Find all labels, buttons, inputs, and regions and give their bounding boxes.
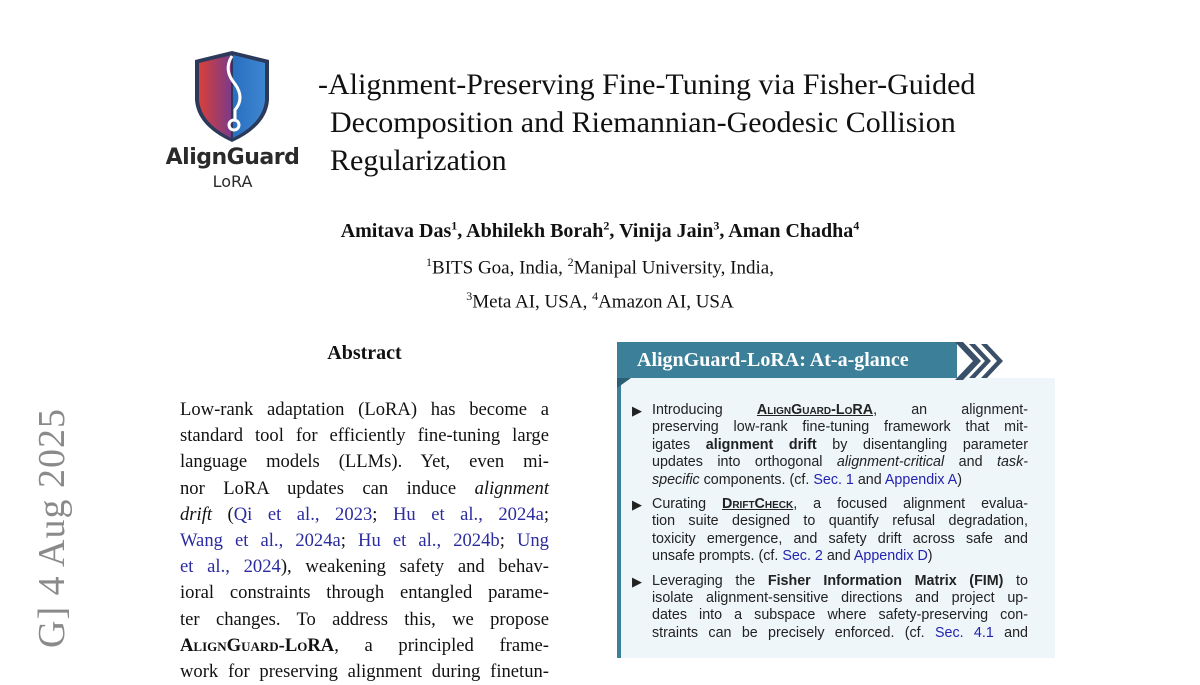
author-affil-mark: 1 [451, 218, 458, 232]
ribbon-fold [617, 378, 631, 388]
item-line [652, 472, 1028, 489]
bullet-triangle-icon: ▶ [632, 496, 642, 512]
item-line [652, 513, 1028, 530]
abstract-line [180, 528, 549, 554]
text-segment: and [822, 548, 854, 565]
text-segment: , a focused alignment evalua- [793, 495, 1028, 512]
item-line [652, 607, 1028, 624]
text-segment: , an alignment- [873, 402, 1028, 418]
affiliation: Amazon AI, USA [598, 291, 734, 313]
text-segment: ter changes. To address this, we propose [180, 608, 549, 630]
text-segment: standard tool for efficiently fine-tuning large [180, 425, 549, 447]
text-segment: nor LoRA updates can induce [180, 477, 475, 499]
abstract-line [180, 449, 549, 475]
text-segment: Fisher Information Matrix (FIM) [767, 572, 1004, 589]
abstract-line [180, 659, 549, 685]
chevrons-icon [955, 340, 1007, 382]
citation-link[interactable]: Appendix A [884, 471, 958, 488]
abstract-heading: Abstract [327, 342, 402, 364]
text-segment: ) [957, 471, 962, 488]
text-segment: to [1003, 572, 1028, 589]
citation-link[interactable]: Sec. 2 [782, 548, 823, 565]
text-segment: AlignGuard-LoRA [756, 402, 874, 418]
abstract-line [180, 633, 549, 659]
text-segment: Curating [652, 495, 723, 512]
text-segment: ), weakening safety and behav- [280, 556, 549, 578]
affil-mark: 3 [466, 289, 473, 304]
glance-item [632, 496, 1028, 566]
text-segment: and [853, 471, 885, 488]
glance-items [632, 402, 1028, 649]
author-list: Amitava Das$^1$, Abhilekh Borah$^2$, Vinija Jain$^3$, Aman Chadha$^4$ [340, 218, 860, 242]
author-name: Amitava Das [340, 219, 452, 242]
text-segment: dates into a subspace where safety-preserving con- [652, 607, 1028, 624]
author-name: Abhilekh Borah [466, 219, 604, 242]
affil-mark: 1 [426, 255, 433, 269]
abstract-line [180, 502, 549, 528]
abstract-body [180, 397, 549, 685]
abstract-line [180, 607, 549, 633]
alignguard-logo [165, 48, 300, 198]
glance-item [632, 402, 1028, 489]
item-line [652, 454, 1028, 471]
affiliation: BITS Goa, India, [432, 257, 568, 279]
author [341, 220, 458, 242]
affiliation: Manipal University, India, [573, 257, 774, 279]
author-affil-mark: 3 [713, 218, 720, 232]
text-segment: specific [652, 471, 700, 488]
paper-title [318, 66, 975, 180]
text-segment: language models (LLMs). Yet, even mi- [180, 451, 549, 473]
abstract-line [180, 580, 549, 606]
item-line [652, 573, 1028, 590]
citation-link[interactable]: Ung [516, 529, 549, 551]
author-name: Vinija Jain [619, 219, 714, 242]
author-affil-mark: 2 [603, 218, 610, 232]
text-segment: igates [652, 436, 706, 453]
author [466, 220, 609, 242]
text-segment: and [993, 624, 1028, 641]
text-segment: alignment drift [705, 436, 817, 453]
text-segment: tion suite designed to quantify refusal degradation, [652, 513, 1028, 530]
citation-link[interactable]: Hu et al., 2024a [392, 503, 544, 525]
text-segment: components. (cf. [699, 471, 814, 488]
item-line [652, 402, 1028, 419]
abstract-line [180, 397, 549, 423]
item-line [652, 437, 1028, 454]
text-segment: AlignGuard-LoRA [180, 634, 335, 656]
item-line [652, 625, 1028, 642]
text-segment: ioral constraints through entangled parame- [180, 582, 549, 604]
item-line [652, 548, 1028, 565]
text-segment: by disentangling parameter [816, 436, 1029, 453]
abstract-line [180, 423, 549, 449]
affil-mark: 2 [567, 255, 574, 269]
text-segment: Low-rank adaptation (LoRA) has become a [180, 399, 549, 420]
author [619, 220, 719, 242]
citation-link[interactable]: Appendix D [853, 548, 928, 565]
title-line: Decomposition and Riemannian-Geodesic Collision [330, 106, 956, 139]
text-segment: ( [212, 503, 234, 525]
citation-link[interactable]: Hu et al., 2024b [358, 529, 500, 551]
text-segment: and [944, 454, 997, 471]
text-segment: preserving low-rank fine-tuning framework that mit- [652, 419, 1028, 436]
affil-mark: 4 [592, 289, 599, 304]
logo-sub-text: LoRA [212, 172, 253, 191]
text-segment: task- [997, 454, 1028, 471]
text-segment: DriftCheck [722, 495, 794, 512]
text-segment: ; [499, 529, 517, 551]
affiliations [0, 248, 1200, 317]
text-segment: straints can be precisely enforced. (cf. [652, 624, 935, 641]
author-name: Aman Chadha [728, 219, 854, 242]
text-segment: unsafe prompts. (cf. [652, 548, 783, 565]
text-segment: ; [340, 529, 359, 551]
abstract-line [180, 476, 549, 502]
shield-icon [165, 48, 300, 146]
text-segment: isolate alignment-sensitive directions and project up- [652, 589, 1028, 606]
text-segment: ; [372, 503, 393, 525]
text-segment: Leveraging the [652, 572, 768, 589]
affiliation: Meta AI, USA, [472, 291, 593, 313]
text-segment: ; [543, 503, 549, 525]
text-segment: alignment-critical [836, 454, 945, 471]
author [728, 220, 859, 242]
citation-link[interactable]: Sec. 1 [813, 471, 854, 488]
text-segment: ) [927, 548, 933, 565]
glance-item [632, 573, 1028, 643]
citation-link[interactable]: Qi et al., 2023 [233, 503, 373, 525]
citation-link[interactable]: Sec. 4.1 [934, 624, 994, 641]
citation-link[interactable]: Wang et al., 2024a [180, 529, 341, 551]
item-line [652, 590, 1028, 607]
bullet-triangle-icon: ▶ [632, 403, 642, 418]
title-line: Regularization [330, 144, 507, 177]
at-a-glance-title: AlignGuard-LoRA: At-a-glance [617, 342, 957, 378]
affiliation-line [0, 282, 1200, 316]
affiliation-line [0, 248, 1200, 282]
item-line [652, 419, 1028, 436]
bullet-triangle-icon: ▶ [632, 573, 642, 589]
text-segment: drift [180, 503, 213, 525]
text-segment: Introducing [652, 402, 757, 418]
text-segment: alignment [474, 477, 549, 499]
text-segment: work for preserving alignment during finetun- [180, 660, 549, 682]
item-line [652, 496, 1028, 513]
text-segment: toxicity emergence, and safety drift across safe and [652, 530, 1028, 547]
title-line: -Alignment-Preserving Fine-Tuning via Fisher-Guided [318, 68, 976, 101]
text-segment: , a principled frame- [334, 634, 549, 656]
citation-link[interactable]: et al., 2024 [180, 556, 281, 578]
author-affil-mark: 4 [853, 218, 860, 232]
abstract-line [180, 554, 549, 580]
item-line [652, 531, 1028, 548]
arxiv-stamp: G] 4 Aug 2025 [31, 408, 73, 648]
logo-brand-text: AlignGuard [165, 145, 300, 170]
text-segment: updates into orthogonal [652, 454, 837, 471]
